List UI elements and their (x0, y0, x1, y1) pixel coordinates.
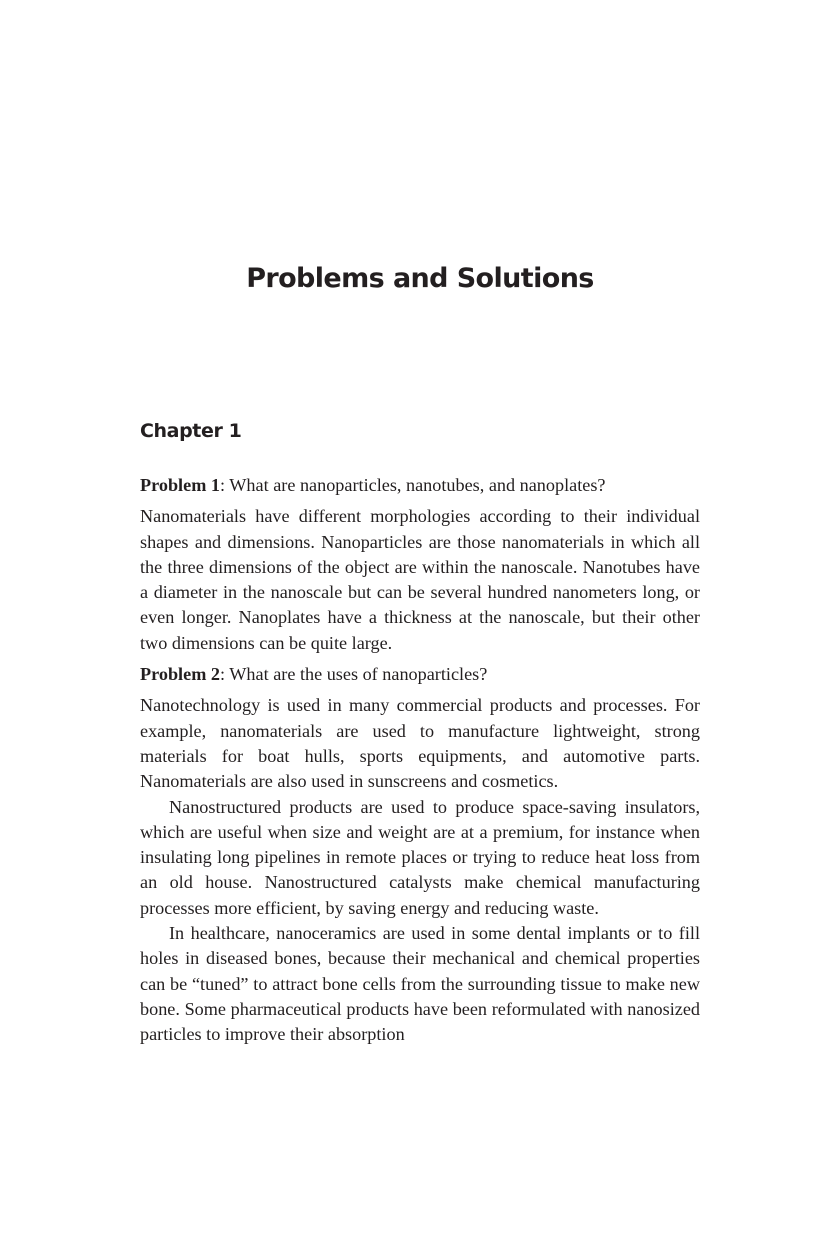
chapter-heading: Chapter 1 (140, 420, 242, 442)
page-title: Problems and Solutions (246, 263, 594, 294)
answer-paragraph: Nanomaterials have different morphologies according to their individual shapes and dimensions. Nanoparticles are those nanomaterials in which all the three dimensions of the object are within the nanoscale. Nanotubes have a diameter in the nanoscale but can be several hundred nanometers long, or even longer. Nanoplates have a thickness at the nanoscale, but their other two dimensions can be quite large. (140, 506, 700, 653)
answer-paragraph: Nanotechnology is used in many commercial products and processes. For example, nanomaterials are used to manufacture lightweight, strong materials for boat hulls, sports equipments, and automotive parts. Nanomaterials are also used in sunscreens and cosmetics. (140, 695, 700, 792)
answer-paragraph: Nanostructured products are used to produce space-saving insulators, which are useful when size and weight are at a premium, for instance when insulating long pipelines in remote places or trying to reduce heat loss from an old house. Nanostructured catalysts make chemical manufacturing processes more efficient, by saving energy and reducing waste. (140, 796, 700, 918)
chapter-content (140, 473, 700, 1054)
problem-question (140, 473, 700, 498)
problem-answer (140, 693, 700, 1047)
problem-answer (140, 504, 700, 656)
problem-separator: : (219, 475, 230, 495)
problem-2 (140, 662, 700, 1047)
problem-question (140, 662, 700, 687)
problem-separator: : (219, 664, 230, 685)
problem-1 (140, 473, 700, 656)
problem-question-text: What are the uses of nanoparticles? (229, 664, 488, 685)
problem-question-text: What are nanoparticles, nanotubes, and nanoplates? (229, 475, 606, 495)
problem-label: Problem 2 (140, 664, 220, 685)
problem-label: Problem 1 (140, 475, 220, 495)
answer-paragraph: In healthcare, nanoceramics are used in some dental implants or to fill holes in diseased bones, because their mechanical and chemical properties can be “tuned” to attract bone cells from the surrounding tissue to make new bone. Some pharmaceutical products have been reformulated with nanosized particles to improve their absorption (140, 923, 700, 1045)
